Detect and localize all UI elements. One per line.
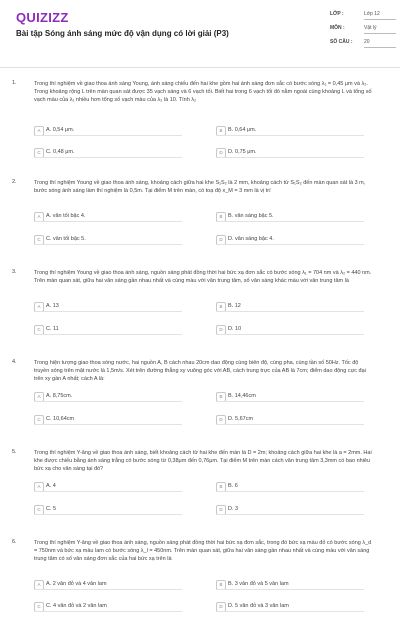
option-a[interactable] [34,580,182,590]
option-letter: D [216,235,226,245]
option-underline [34,157,182,158]
option-c[interactable] [34,148,182,158]
option-d[interactable] [216,505,364,515]
option-underline [34,244,182,245]
question-4 [0,355,400,445]
option-text: B. 0,64 μm. [228,127,257,133]
option-text: C. vân tối bậc 5. [46,236,86,242]
page-title: Bài tập Sóng ánh sáng mức độ vận dụng có lời giải (P3) [16,29,229,38]
question-number: 3. [12,269,17,275]
option-text: A. 4 [46,483,56,489]
option-underline [34,401,182,402]
meta-value: 20 [364,39,370,45]
option-text: A. 0,54 μm. [46,127,75,133]
option-text: B. vân sáng bậc 5. [228,213,274,219]
option-letter: B [216,302,226,312]
option-letter: B [216,482,226,492]
option-letter: C [34,148,44,158]
question-text: Trong thí nghiệm Young về giao thoa ánh sáng, khoảng cách giữa hai khe S₁S₂ là 2 mm, khoảng cách từ S₁S₂ đến màn quan sát là 3 m, bước sóng ánh sáng làm thí nghiệm là 0,5m. Tại điểm M trên màn, có toạ độ x_M = 3 mm là vị trí [34,180,366,195]
option-letter: C [34,505,44,515]
option-letter: B [216,212,226,222]
option-text: A. 2 vân đỏ và 4 vân lam [46,581,107,587]
option-c[interactable] [34,415,182,425]
option-text: A. vân tối bậc 4. [46,213,86,219]
option-a[interactable] [34,212,182,222]
option-text: C. 4 vân đỏ và 2 vân lam [46,603,107,609]
worksheet-header [0,0,400,62]
option-b[interactable] [216,126,364,136]
option-underline [216,491,364,492]
option-text: A. 13 [46,303,59,309]
question-list [0,76,400,625]
option-underline [216,589,364,590]
option-d[interactable] [216,602,364,612]
question-text: Trong thí nghiệm về giao thoa ánh sáng Young, ánh sáng chiếu đến hai khe gồm hai ánh sáng đơn sắc có bước sóng λ₁ = 0,45 μm và λ₂. Trong khoảng rộng L trên màn quan sát được 35 vạch sáng và 6 vạch tối. Biết hai trong 6 vạch tối đó nằm ngoài cùng khoảng L và tổng số vạch màu của λ₁ nhiều hơn tổng số vạch màu của λ₂ là 10. Tính λ₂ [34,81,372,104]
option-d[interactable] [216,325,364,335]
option-text: C. 10,64cm [46,416,75,422]
meta-underline [364,19,396,20]
meta-row-class [330,11,400,25]
option-text: D. 10 [228,326,242,332]
option-d[interactable] [216,148,364,158]
option-letter: D [216,602,226,612]
option-b[interactable] [216,302,364,312]
option-underline [216,221,364,222]
option-b[interactable] [216,392,364,402]
option-b[interactable] [216,212,364,222]
option-text: B. 14,46cm [228,393,256,399]
option-underline [34,221,182,222]
option-underline [216,157,364,158]
question-number: 5. [12,449,17,455]
option-underline [216,311,364,312]
option-underline [216,401,364,402]
option-text: D. 0,75 μm. [228,149,257,155]
meta-value: Lớp 12 [364,11,380,17]
option-letter: A [34,302,44,312]
option-letter: D [216,415,226,425]
option-underline [216,611,364,612]
option-underline [34,491,182,492]
option-letter: C [34,325,44,335]
option-text: D. 3 [228,506,239,512]
option-text: C. 0,48 μm. [46,149,75,155]
option-text: D. vân sáng bậc 4. [228,236,274,242]
option-underline [34,135,182,136]
option-text: B. 6 [228,483,238,489]
option-letter: C [34,602,44,612]
option-c[interactable] [34,325,182,335]
option-b[interactable] [216,482,364,492]
option-letter: D [216,325,226,335]
option-letter: A [34,392,44,402]
question-text: Trong thí nghiệm Y-âng về giao thoa ánh sáng, nguồn sáng phát đồng thời hai bức xạ đơn sắc, trong đó bức xạ màu đỏ có bước sóng λ_d = 750nm và bức xạ màu lam có bước sóng λ_l = 450nm. Trên màn quan sát, giữa hai vân sáng gần nhau nhất và cùng màu với vân sáng trung tâm có số vân sáng đơn sắc của hai bức xạ trên là [34,540,372,563]
meta-row-subject [330,25,400,39]
option-letter: A [34,126,44,136]
meta-box [330,11,400,53]
question-3 [0,265,400,355]
question-text: Trong hiện tượng giao thoa sóng nước, hai nguồn A, B cách nhau 20cm dao động cùng biên độ, cùng pha, cùng tần số 50Hz. Tốc độ truyền sóng trên mặt nước là 1,5m/s. Xét trên đường thẳng xy vuông góc với AB, cách trung trực của AB là 7cm; điểm dao động cực đại trên xy gần A nhất; cách A là: [34,360,366,383]
question-1 [0,76,400,175]
option-letter: C [34,235,44,245]
question-number: 6. [12,539,17,545]
option-a[interactable] [34,126,182,136]
meta-underline [364,33,396,34]
question-text: Trong thí nghiệm Y-âng về giao thoa ánh sáng, biết khoảng cách từ hai khe đến màn là D = 2m; khoảng cách giữa hai khe là a = 2mm. Hai khe được chiếu bằng ánh sáng trắng có bước sóng từ 0,38μm đến 0,76μm. Tại điểm M trên màn cách vân trung tâm 3,3mm có bao nhiêu bức xạ cho vân sáng tại đó? [34,450,372,473]
option-underline [34,424,182,425]
option-text: A. 8,75cm. [46,393,73,399]
option-a[interactable] [34,392,182,402]
question-text: Trong thí nghiệm Young về giao thoa ánh sáng, nguồn sáng phát đồng thời hai bức xạ đơn sắc có bước sóng λ₁ = 704 nm và λ₂ = 440 nm. Trên màn quan sát, giữa hai vân sáng gần nhau nhất và cùng màu với vân trung tâm, số vân sáng khác màu với vân trung tâm là [34,270,372,285]
option-underline [216,514,364,515]
option-text: D. 5 vân đỏ và 3 vân lam [228,603,289,609]
option-underline [216,135,364,136]
option-text: B. 12 [228,303,241,309]
option-text: C. 5 [46,506,57,512]
option-letter: D [216,148,226,158]
option-underline [34,589,182,590]
question-5 [0,445,400,535]
option-d[interactable] [216,415,364,425]
option-underline [34,611,182,612]
question-number: 2. [12,179,17,185]
option-a[interactable] [34,302,182,312]
option-letter: B [216,126,226,136]
option-d[interactable] [216,235,364,245]
option-letter: B [216,580,226,590]
option-a[interactable] [34,482,182,492]
option-c[interactable] [34,602,182,612]
question-number: 1. [12,80,17,86]
option-c[interactable] [34,235,182,245]
option-underline [34,334,182,335]
option-letter: D [216,505,226,515]
option-text: C. 11 [46,326,59,332]
meta-label: LỚP : [330,11,344,17]
option-letter: A [34,482,44,492]
option-c[interactable] [34,505,182,515]
quizizz-logo[interactable]: QUIZIZZ [16,10,69,25]
question-2 [0,175,400,265]
question-number: 4. [12,359,17,365]
option-underline [216,424,364,425]
option-b[interactable] [216,580,364,590]
question-6 [0,535,400,625]
option-underline [216,334,364,335]
option-text: B. 3 vân đỏ và 5 vân lam [228,581,289,587]
option-letter: A [34,580,44,590]
option-underline [216,244,364,245]
meta-row-count [330,39,400,53]
option-letter: A [34,212,44,222]
meta-value: Vật lý [364,25,377,31]
option-letter: C [34,415,44,425]
meta-label: MÔN : [330,25,345,31]
option-underline [34,514,182,515]
meta-underline [364,47,396,48]
option-text: D. 5,67cm [228,416,254,422]
option-underline [34,311,182,312]
header-divider [0,67,400,68]
meta-label: SỐ CÂU : [330,39,353,45]
option-letter: B [216,392,226,402]
